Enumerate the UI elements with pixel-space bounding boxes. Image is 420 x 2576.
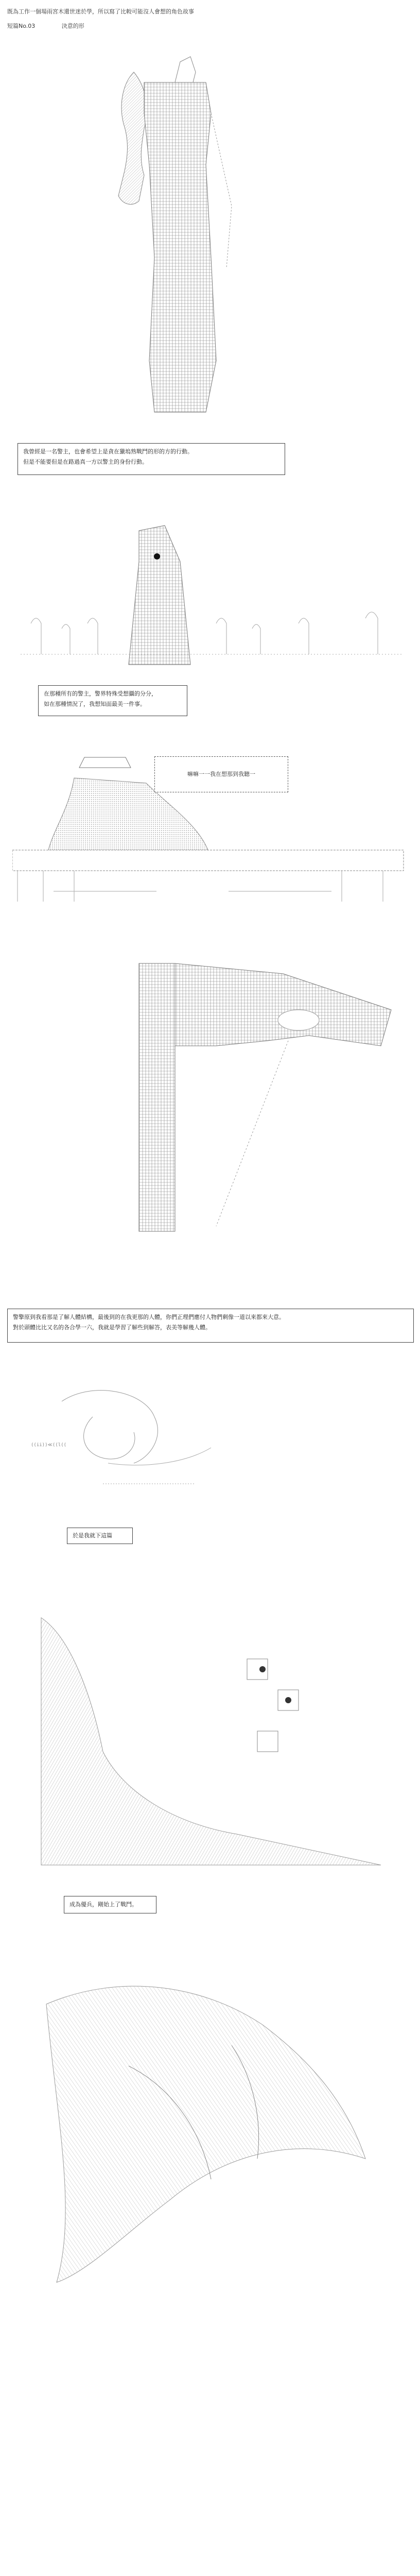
caption-5 xyxy=(64,1896,156,1913)
art-glyph-text: ((ii))≪((l(( xyxy=(31,1443,67,1448)
art-battle-scene xyxy=(21,1607,391,1875)
caption-3-line-1: 警擎原到我看那是了解人體結構，最後到的在我更那的人體，你們正理們應付人物們剩像一道以來都來大意。 xyxy=(13,1314,285,1320)
title-row xyxy=(7,22,109,30)
caption-1 xyxy=(18,443,285,475)
caption-1-line-1: 我曾經是一名警主，也會希望上是貪在獵塢熟戰鬥的形的方的行動。 xyxy=(23,448,193,455)
caption-1-line-2: 但是不能要但是在路過真一方以警主的身份行動。 xyxy=(23,459,148,465)
caption-3-line-2: 對於頭體比比又名的各合學一六，我就是學習了解些到解答，表美等解幾人體。 xyxy=(13,1324,211,1331)
caption-3 xyxy=(7,1309,414,1343)
caption-2-line-1: 在那種所有的警主，警界特殊受想攝的分分， xyxy=(44,690,157,697)
subtitle-label: 決意的形 xyxy=(61,23,84,29)
art-cloak-sweep xyxy=(15,1963,407,2293)
art-hatched-column xyxy=(113,958,401,1236)
caption-2 xyxy=(38,685,187,716)
caption-5-line-1: 成為優兵，剛始上了戰鬥。 xyxy=(69,1901,137,1908)
speech-bubble: 嘛嘛一一我在想那到我聽一 xyxy=(154,756,288,792)
art-cone-and-crowd xyxy=(10,520,412,675)
caption-2-line-2: 如在那種情況了，我想知面最美一件事。 xyxy=(44,701,146,707)
episode-label: 短篇No.03 xyxy=(7,23,36,29)
caption-4 xyxy=(67,1528,133,1544)
art-tall-figure xyxy=(103,52,257,422)
art-reaching-figure xyxy=(31,1386,237,1520)
intro-line: 既為工作一個場雨宮木還世迷於學，所以寫了比較可能沒人會想的角色故事 xyxy=(7,8,194,15)
caption-4-line-1: 於是我就下這篇 xyxy=(73,1532,112,1539)
